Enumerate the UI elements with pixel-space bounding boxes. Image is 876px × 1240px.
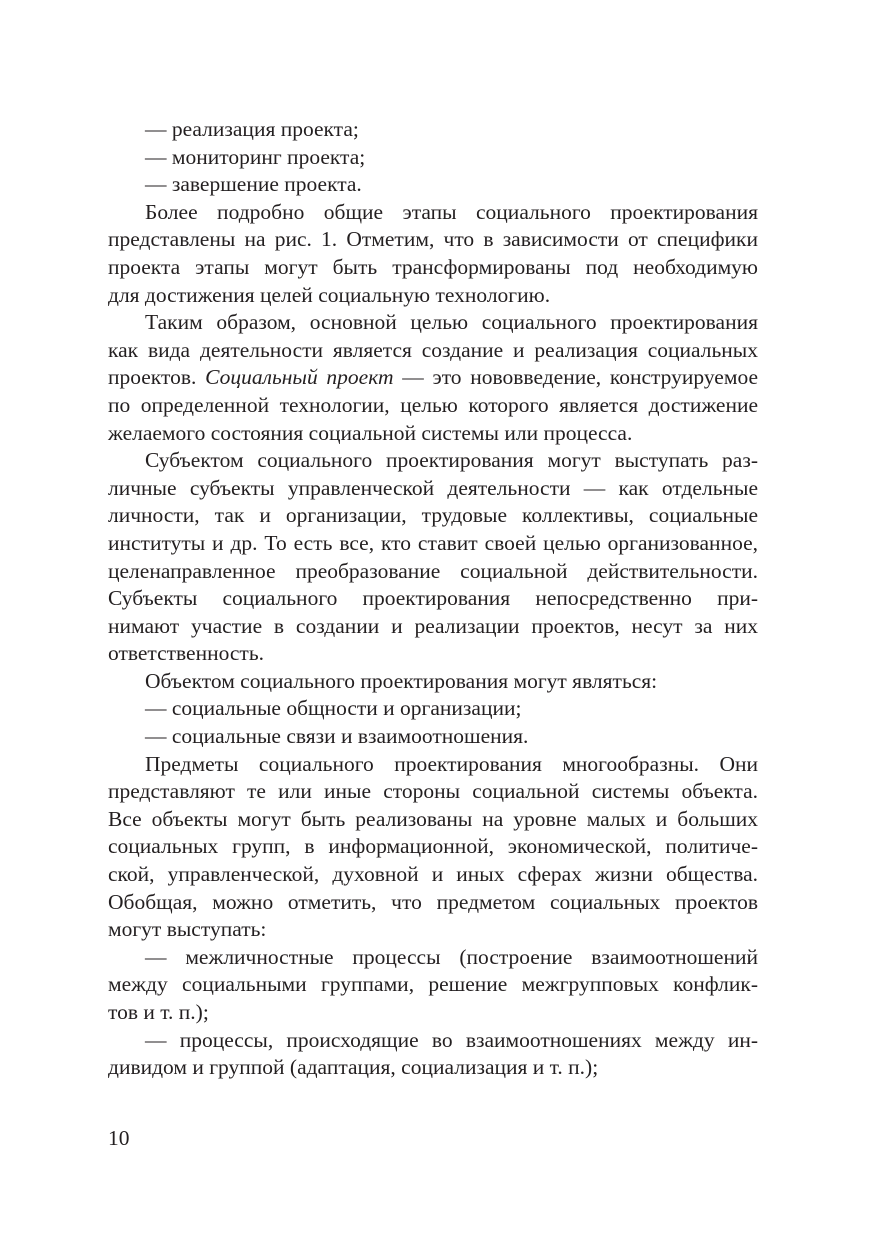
- italic-term: Социальный проект: [205, 365, 394, 390]
- list-item: — межличностные процессы (построение взаимоотношений: [145, 944, 758, 969]
- text-line: как вида деятельности является создание и реализация социальных: [108, 337, 758, 362]
- list-item: — завершение проекта.: [145, 172, 362, 197]
- text-line: Все объекты могут быть реализованы на уровне малых и больших: [108, 806, 758, 831]
- text-line: представлены на рис. 1. Отметим, что в зависимости от специфики: [108, 227, 758, 252]
- list-item-continuation: дивидом и группой (адаптация, социализация и т. п.);: [108, 1055, 599, 1080]
- text-fragment: — это нововведение, конструируемое: [402, 365, 759, 390]
- text-line: нимают участие в создании и реализации проектов, несут за них: [108, 613, 758, 638]
- text-line: целенаправленное преобразование социальной действительности.: [108, 558, 758, 583]
- text-line: институты и др. То есть все, кто ставит своей целью организованное,: [108, 530, 758, 555]
- page-number: 10: [108, 1126, 130, 1150]
- list-item-continuation: тов и т. п.);: [108, 1000, 209, 1024]
- text-line: ответственность.: [108, 641, 265, 666]
- text-line: личности, так и организации, трудовые коллективы, социальные: [108, 503, 758, 528]
- text-line: могут выступать:: [108, 917, 267, 942]
- text-line: социальных групп, в информационной, экономической, политиче-: [108, 834, 758, 859]
- list-item: — реализация проекта;: [145, 117, 359, 141]
- text-fragment: проектов.: [108, 365, 197, 390]
- list-item: — социальные связи и взаимоотношения.: [145, 724, 529, 749]
- list-item-continuation: между социальными группами, решение межгрупповых конфлик-: [108, 972, 758, 997]
- text-line: личные субъекты управленческой деятельности — как отдельные: [108, 475, 758, 500]
- text-line: [108, 364, 758, 392]
- list-item: — процессы, происходящие во взаимоотношениях между ин-: [145, 1027, 758, 1052]
- list-item: — социальные общности и организации;: [145, 696, 522, 721]
- text-line: представляют те или иные стороны социальной системы объекта.: [108, 779, 758, 804]
- text-line: Предметы социального проектирования многообразны. Они: [145, 751, 758, 776]
- text-line: ской, управленческой, духовной и иных сферах жизни общества.: [108, 862, 758, 887]
- text-line: Объектом социального проектирования могут являться:: [145, 668, 658, 693]
- text-line: по определенной технологии, целью которого является достижение: [108, 392, 758, 417]
- text-line: Обобщая, можно отметить, что предметом социальных проектов: [108, 889, 758, 914]
- text-line: Более подробно общие этапы социального проектирования: [145, 199, 758, 224]
- text-line: Субъекты социального проектирования непосредственно при-: [108, 586, 758, 611]
- list-item: — мониторинг проекта;: [145, 144, 366, 169]
- text-line: для достижения целей социальную технологию.: [108, 282, 551, 307]
- text-line: Субъектом социального проектирования могут выступать раз-: [145, 448, 758, 473]
- text-line: желаемого состояния социальной системы или процесса.: [108, 420, 633, 445]
- body-text: [108, 116, 758, 1082]
- text-line: проекта этапы могут быть трансформированы под необходимую: [108, 254, 758, 279]
- text-line: Таким образом, основной целью социального проектирования: [145, 310, 758, 335]
